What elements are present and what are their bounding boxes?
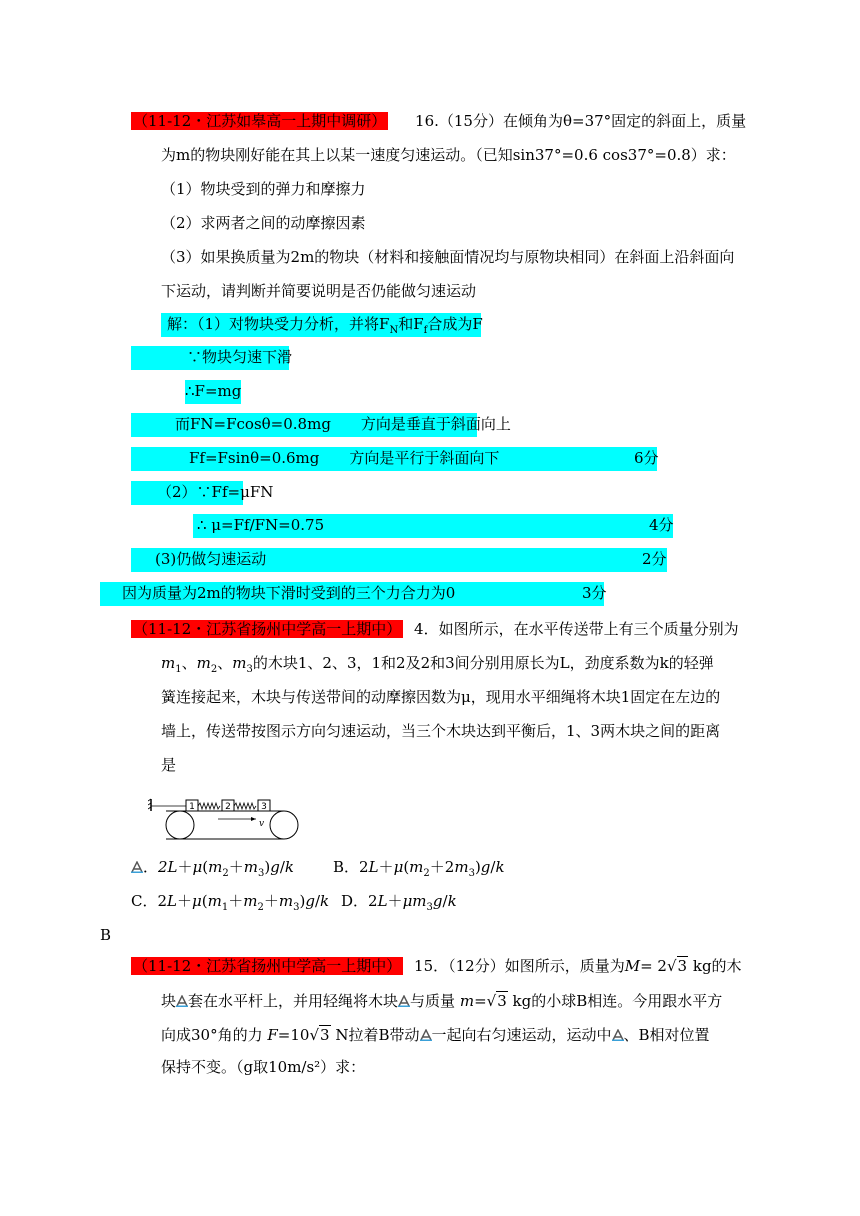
- solution-line-d: Ff=Fsinθ=0.6mg 方向是平行于斜面向下 6分: [131, 447, 657, 471]
- solution-line-f: ∴ μ=Ff/FN=0.75 4分: [193, 514, 673, 538]
- score: 3分: [582, 584, 607, 602]
- problem16-line2: 为m的物块刚好能在其上以某一速度匀速运动。（已知sin37°=0.6 cos37°=0.8）求：: [161, 146, 736, 164]
- solution-line-a: ∵物块匀速下滑: [131, 346, 289, 370]
- letter-a-icon: [420, 1029, 432, 1041]
- letter-a-icon: [176, 995, 188, 1007]
- problem4-line4: 墙上，传送带按图示方向匀速运动，当三个木块达到平衡后，1、3两木块之间的距离: [161, 722, 721, 740]
- option-b: B．$2L+\mu(m_2+2m_3)g/k$: [333, 858, 505, 879]
- problem4-header: [131, 618, 739, 640]
- option-c: C．$2L+\mu(m_1+m_2+m_3)g/k$: [131, 892, 330, 913]
- block-3-label: 3: [261, 802, 267, 812]
- problem15-line4: 保持不变。（g取10m/s²）求：: [161, 1058, 366, 1076]
- solution-line-b: ∴F=mg: [185, 380, 241, 404]
- answer: B: [100, 926, 112, 944]
- problem16-q1: （1）物块受到的弹力和摩擦力: [161, 180, 366, 198]
- problem16-q2: （2）求两者之间的动摩擦因素: [161, 214, 366, 232]
- solution-line-e: （2）∵Ff=μFN: [131, 481, 243, 505]
- problem4-line1: 4．如图所示，在水平传送带上有三个质量分别为: [414, 620, 739, 638]
- problem15-header: （11-12・江苏省扬州中学高一上期中） 15．（12分）如图所示，质量为M= 2√3 kg的木: [133, 957, 742, 975]
- problem16-q3-line2: 下运动，请判断并简要说明是否仍能做匀速运动: [161, 282, 477, 300]
- letter-a-icon: [612, 1029, 624, 1041]
- score: 6分: [634, 449, 659, 467]
- problem16-line1: 16.（15分）在倾角为θ=37°固定的斜面上，质量: [415, 112, 747, 130]
- source-tag: （11-12・江苏如皋高一上期中调研）: [133, 112, 387, 130]
- source-tag: （11-12・江苏省扬州中学高一上期中）: [133, 620, 402, 638]
- block-1-label: 1: [189, 802, 195, 812]
- problem4-line3: 簧连接起来，木块与传送带间的动摩擦因数为μ，现用水平细绳将木块1固定在左边的: [161, 688, 721, 706]
- option-d: D．$2L+\mu m_3g/k$: [341, 892, 457, 913]
- solution-line-g: (3)仍做匀速运动 2分: [131, 548, 667, 572]
- block-2-label: 2: [225, 802, 231, 812]
- solution-line-h: 因为质量为2m的物块下滑时受到的三个力合力为0 3分: [100, 582, 604, 606]
- conveyor-figure: [148, 797, 300, 845]
- option-a: ．$2L+\mu(m_2+m_3)g/k$: [131, 856, 294, 878]
- letter-a-icon: [398, 995, 410, 1007]
- source-tag: （11-12・江苏省扬州中学高一上期中）: [133, 957, 402, 975]
- score: 2分: [642, 550, 667, 568]
- problem4-line5: 是: [161, 756, 177, 774]
- score: 4分: [649, 516, 674, 534]
- letter-a-icon: [131, 861, 143, 873]
- solution-head: 解：（1）对物块受力分析，并将$F_N$和$F_f$合成为F: [161, 313, 481, 337]
- problem15-line3: 向成30°角的力 F=10√3 N拉着B带动 一起向右匀速运动，运动中 、B相对位置: [161, 1026, 710, 1044]
- problem16-q3-line1: （3）如果换质量为2m的物块（材料和接触面情况均与原物块相同）在斜面上沿斜面向: [161, 248, 735, 266]
- velocity-label: v: [259, 819, 265, 829]
- solution-line-c: 而FN=Fcosθ=0.8mg 方向是垂直于斜面向上: [131, 413, 477, 437]
- problem4-line2: $m_1$、$m_2$、$m_3$的木块1、2、3，1和2及2和3间分别用原长为L，劲度系数为k的轻弹: [161, 654, 714, 675]
- problem16-header: [131, 110, 746, 132]
- problem15-line2: 块 套在水平杆上，并用轻绳将木块 与质量 m=√3 kg的小球B相连。今用跟水平方: [161, 992, 723, 1010]
